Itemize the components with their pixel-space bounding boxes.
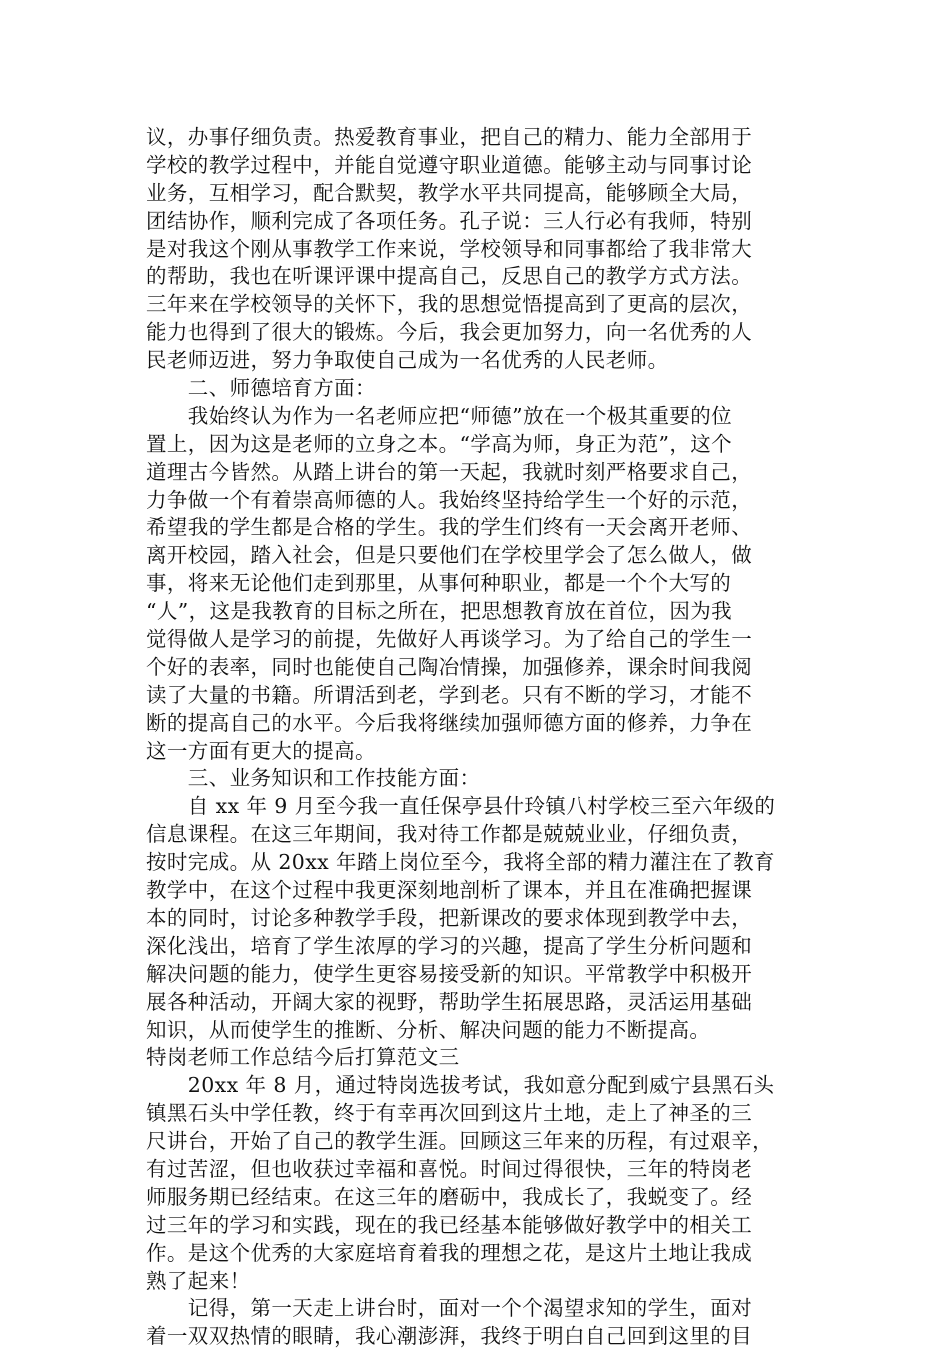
text-line: 议，办事仔细负责。热爱教育事业，把自己的精力、能力全部用于 [146,125,753,149]
text-line: 事，将来无论他们走到那里，从事何种职业，都是一个个大写的 [146,571,732,596]
text-line: 展各种活动，开阔大家的视野，帮助学生拓展思路，灵活运用基础 [146,989,753,1014]
section-heading: 二、师德培育方面： [146,376,376,401]
text-line: 的帮助，我也在听课评课中提高自己，反思自己的教学方式方法。 [146,264,753,289]
body-text [146,124,811,1351]
text-line: “人”，这是我教育的目标之所在，把思想教育放在首位，因为我 [146,599,733,624]
text-line: 作。是这个优秀的大家庭培育着我的理想之花，是这片土地让我成 [146,1240,753,1265]
article-title: 特岗老师工作总结今后打算范文三 [146,1045,460,1070]
text-line: 知识，从而使学生的推断、分析、解决问题的能力不断提高。 [146,1017,711,1042]
text-line: 希望我的学生都是合格的学生。我的学生们终有一天会离开老师、 [146,515,753,540]
text-line: 个好的表率，同时也能使自己陶冶情操，加强修养，课余时间我阅 [146,654,753,679]
text-line: 置上，因为这是老师的立身之本。“学高为师，身正为范”，这个 [146,431,733,456]
text-line: 深化浅出，培育了学生浓厚的学习的兴趣，提高了学生分析问题和 [146,933,753,958]
text-line: 能力也得到了很大的锻炼。今后，我会更加努力，向一名优秀的人 [146,320,753,345]
text-line: 镇黑石头中学任教，终于有幸再次回到这片土地，走上了神圣的三 [146,1101,753,1126]
text-line: 力争做一个有着崇高师德的人。我始终坚持给学生一个好的示范， [146,487,753,512]
text-line: 民老师迈进，努力争取使自己成为一名优秀的人民老师。 [146,348,669,373]
text-line: 记得，第一天走上讲台时，面对一个个渴望求知的学生，面对 [146,1296,753,1321]
text-line: 业务，互相学习，配合默契，教学水平共同提高，能够顾全大局， [146,180,753,205]
text-line: 教学中，在这个过程中我更深刻地剖析了课本，并且在准确把握课 [146,878,753,903]
text-line: 尺讲台，开始了自己的教学生涯。回顾这三年来的历程，有过艰辛， [146,1129,773,1154]
text-line: 道理古今皆然。从踏上讲台的第一天起，我就时刻严格要求自己， [146,459,753,484]
text-line: 这一方面有更大的提高。 [146,738,376,763]
text-line: 熟了起来！ [146,1268,251,1293]
text-line: 是对我这个刚从事教学工作来说，学校领导和同事都给了我非常大 [146,236,753,261]
text-line: 20xx 年 8 月，通过特岗选拔考试，我如意分配到威宁县黑石头 [146,1073,775,1098]
text-line: 有过苦涩，但也收获过幸福和喜悦。时间过得很快，三年的特岗老 [146,1156,753,1181]
text-line: 本的同时，讨论多种教学手段，把新课改的要求体现到教学中去， [146,905,753,930]
section-heading: 三、业务知识和工作技能方面： [146,766,481,791]
text-line: 解决问题的能力，使学生更容易接受新的知识。平常教学中积极开 [146,961,753,986]
text-line: 信息课程。在这三年期间，我对待工作都是兢兢业业，仔细负责， [146,822,753,847]
text-line: 觉得做人是学习的前提，先做好人再谈学习。为了给自己的学生一 [146,627,753,652]
text-line: 我始终认为作为一名老师应把“师德”放在一个极其重要的位 [146,403,733,428]
text-line: 团结协作，顺利完成了各项任务。孔子说：三人行必有我师，特别 [146,208,753,233]
text-line: 按时完成。从 20xx 年踏上岗位至今，我将全部的精力灌注在了教育 [146,850,775,875]
text-line: 三年来在学校领导的关怀下，我的思想觉悟提高到了更高的层次， [146,292,753,317]
text-line: 着一双双热情的眼睛，我心潮澎湃，我终于明白自己回到这里的目 [146,1324,753,1349]
text-line: 学校的教学过程中，并能自觉遵守职业道德。能够主动与同事讨论 [146,152,753,177]
text-line: 师服务期已经结束。在这三年的磨砺中，我成长了，我蜕变了。经 [146,1184,753,1209]
text-line: 断的提高自己的水平。今后我将继续加强师德方面的修养，力争在 [146,710,753,735]
text-line: 过三年的学习和实践，现在的我已经基本能够做好教学中的相关工 [146,1212,753,1237]
text-line: 离开校园，踏入社会，但是只要他们在学校里学会了怎么做人，做 [146,543,753,568]
text-line: 读了大量的书籍。所谓活到老，学到老。只有不断的学习，才能不 [146,682,753,707]
text-line: 自 xx 年 9 月至今我一直任保亭县什玲镇八村学校三至六年级的 [146,794,776,819]
